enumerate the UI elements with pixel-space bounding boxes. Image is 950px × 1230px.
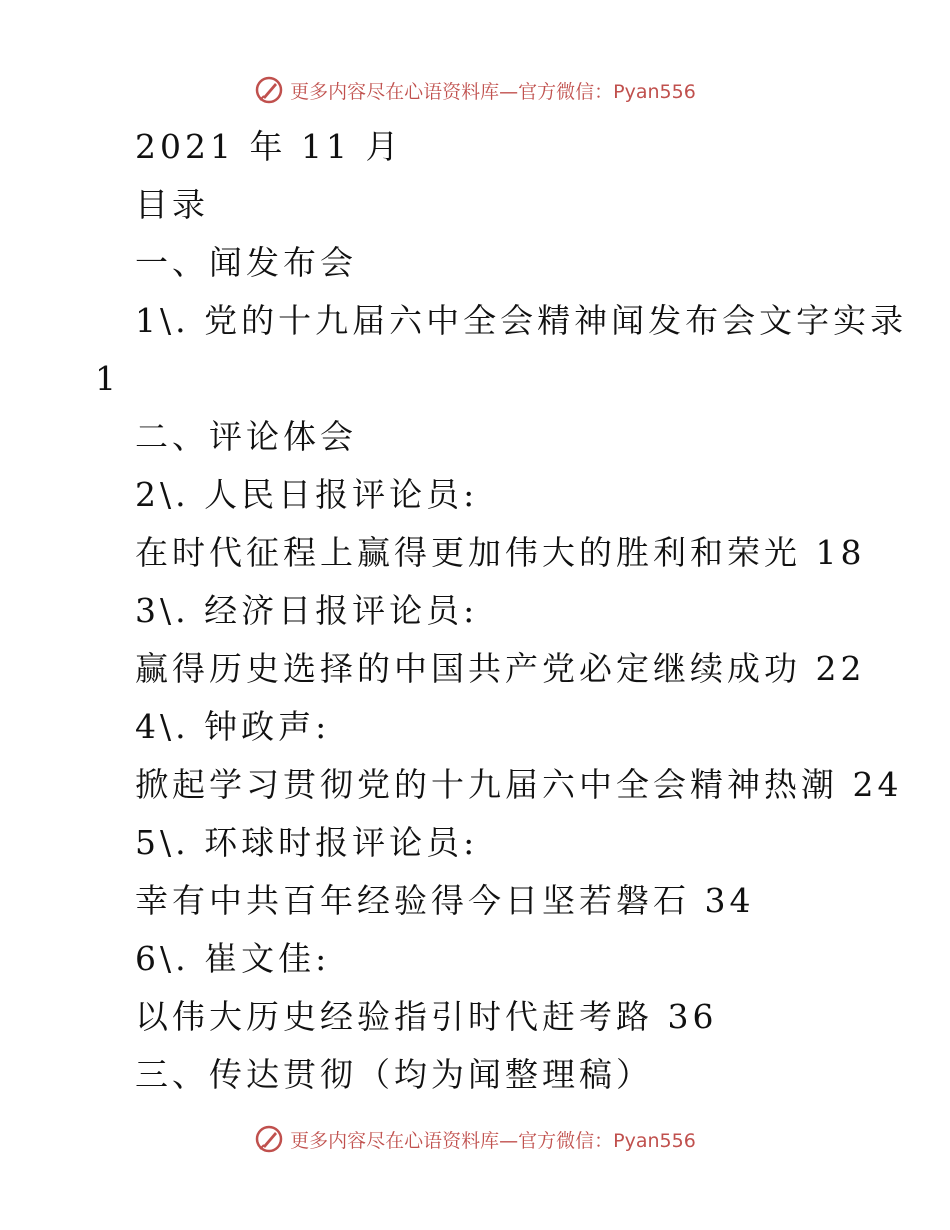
toc-section-3: 三、传达贯彻（均为闻整理稿）	[135, 1055, 653, 1094]
toc-item-5-title: 幸有中共百年经验得今日坚若磐石 34	[135, 881, 755, 920]
toc-item-6-title: 以伟大历史经验指引时代赶考路 36	[135, 997, 718, 1036]
toc-item-2-title: 在时代征程上赢得更加伟大的胜利和荣光 18	[135, 533, 866, 572]
toc-section-2: 二、评论体会	[135, 417, 357, 456]
toc-item-1: 1\. 党的十九届六中全会精神闻发布会文字实录	[135, 301, 908, 340]
toc-item-6-author: 6\. 崔文佳:	[135, 939, 331, 978]
toc-item-3-title: 赢得历史选择的中国共产党必定继续成功 22	[135, 649, 866, 688]
watermark-banner-top	[0, 72, 950, 108]
watermark-banner-bottom	[0, 1121, 950, 1157]
toc-item-4-title: 掀起学习贯彻党的十九届六中全会精神热潮 24	[135, 765, 903, 804]
quill-circle-icon	[254, 75, 284, 105]
quill-circle-icon	[254, 1124, 284, 1154]
toc-item-3-author: 3\. 经济日报评论员:	[135, 591, 479, 630]
toc-item-4-author: 4\. 钟政声:	[135, 707, 331, 746]
toc-item-1-page: 1	[95, 359, 120, 398]
date-line: 2021 年 11 月	[135, 127, 403, 166]
toc-section-1: 一、闻发布会	[135, 243, 357, 282]
toc-title: 目录	[135, 185, 209, 224]
watermark-text: 更多内容尽在心语资料库—官方微信：Pyan556	[290, 80, 696, 103]
toc-item-2-author: 2\. 人民日报评论员:	[135, 475, 479, 514]
toc-item-5-author: 5\. 环球时报评论员:	[135, 823, 479, 862]
watermark-text: 更多内容尽在心语资料库—官方微信：Pyan556	[290, 1129, 696, 1152]
document-body	[0, 118, 950, 1104]
